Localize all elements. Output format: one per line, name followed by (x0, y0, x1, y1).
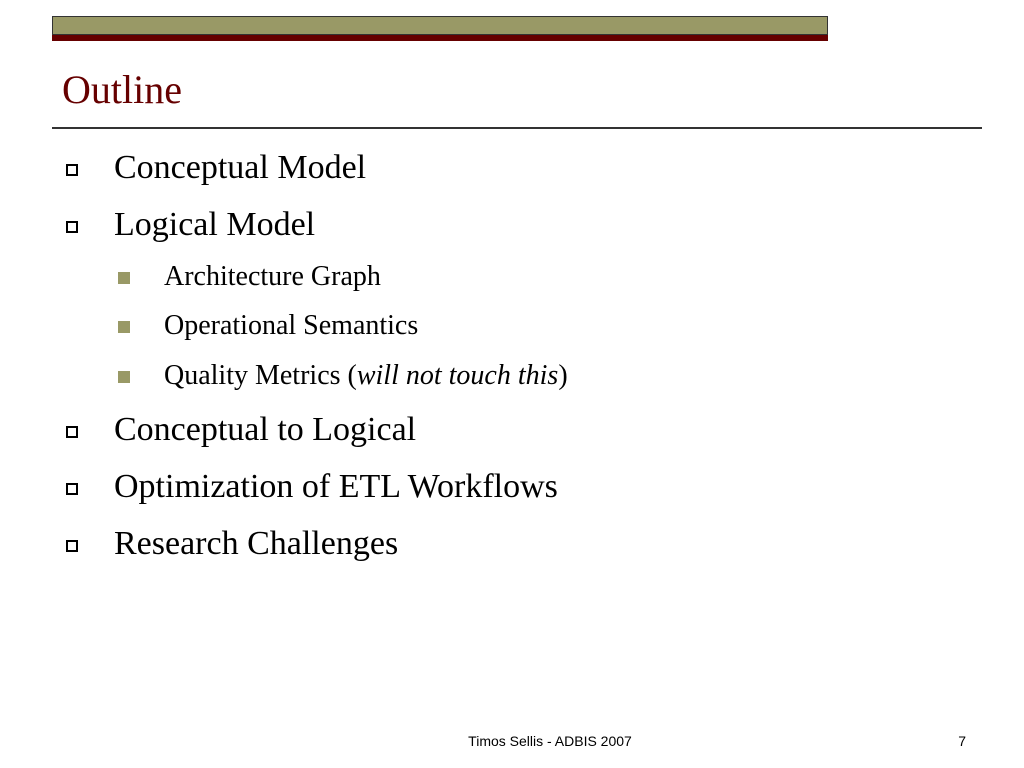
bullet-item (66, 524, 398, 564)
hollow-square-bullet-icon (66, 540, 78, 552)
filled-square-bullet-icon (118, 272, 130, 284)
sub-bullet-text: Operational Semantics (164, 310, 419, 341)
footer-text: Timos Sellis - ADBIS 2007 (468, 733, 632, 749)
bullet-item (66, 410, 416, 450)
sub-bullet-text (164, 359, 568, 393)
sub-bullet-item (118, 309, 418, 343)
sub-bullet-text-emphasis: will not touch this (356, 360, 559, 391)
filled-square-bullet-icon (118, 371, 130, 383)
bullet-text: Optimization of ETL Workflows (114, 468, 558, 505)
bullet-item (66, 467, 558, 507)
bullet-text: Conceptual Model (114, 149, 367, 186)
bullet-text: Research Challenges (114, 525, 399, 562)
sub-bullet-item (118, 359, 568, 393)
sub-bullet-text-suffix: ) (558, 360, 568, 391)
bullet-text: Logical Model (114, 206, 316, 243)
sub-bullet-text: Architecture Graph (164, 261, 381, 292)
slide-title: Outline (62, 67, 182, 112)
bullet-item (66, 205, 315, 245)
hollow-square-bullet-icon (66, 426, 78, 438)
sub-bullet-text-main: Quality Metrics ( (164, 360, 357, 391)
sub-bullet-item (118, 260, 381, 294)
filled-square-bullet-icon (118, 321, 130, 333)
hollow-square-bullet-icon (66, 221, 78, 233)
bullet-item (66, 148, 366, 188)
hollow-square-bullet-icon (66, 164, 78, 176)
hollow-square-bullet-icon (66, 483, 78, 495)
bullet-text: Conceptual to Logical (114, 411, 417, 448)
page-number: 7 (958, 733, 966, 749)
